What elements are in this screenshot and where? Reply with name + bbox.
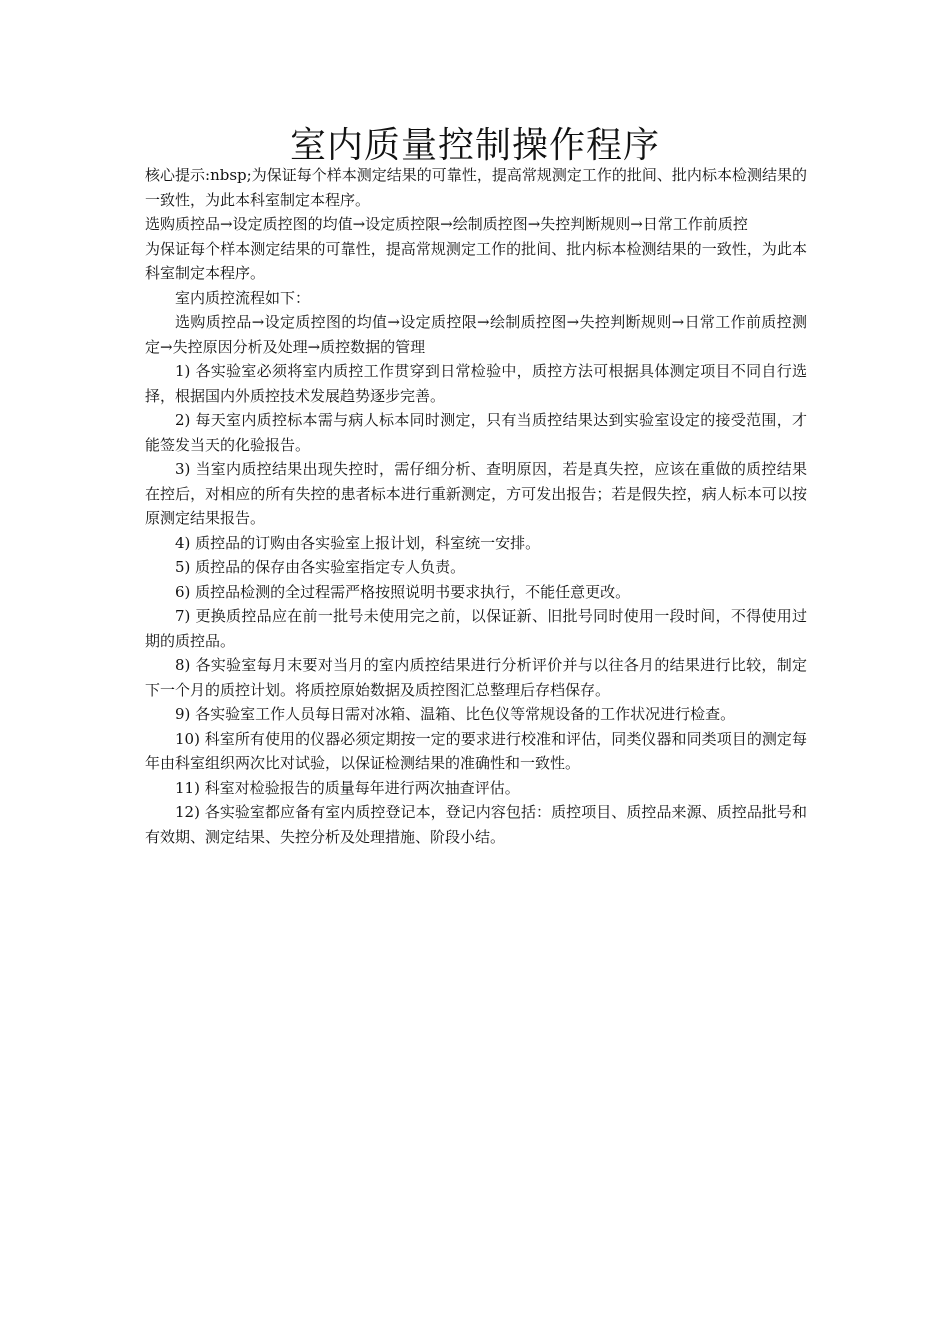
procedure-item-6: 6) 质控品检测的全过程需严格按照说明书要求执行，不能任意更改。 bbox=[175, 582, 631, 601]
procedure-item-5: 5) 质控品的保存由各实验室指定专人负责。 bbox=[175, 558, 466, 576]
procedure-item-12: 12) 各实验室都应备有室内质控登记本，登记内容包括：质控项目、质控品来源、质控品批号和有效期、测定结果、失控分析及处理措施、阶段小结。 bbox=[145, 803, 807, 846]
summary-paragraph: 核心提示:nbsp;为保证每个样本测定结果的可靠性，提高常规测定工作的批间、批内标本检测结果的一致性，为此本科室制定本程序。 bbox=[145, 166, 807, 209]
procedure-item-11: 11) 科室对检验报告的质量每年进行两次抽查评估。 bbox=[175, 778, 520, 797]
procedure-item-4: 4) 质控品的订购由各实验室上报计划，科室统一安排。 bbox=[175, 533, 541, 552]
document-body bbox=[145, 163, 807, 849]
procedure-item-9: 9) 各实验室工作人员每日需对冰箱、温箱、比色仪等常规设备的工作状况进行检查。 bbox=[175, 705, 736, 723]
procedure-item-7: 7) 更换质控品应在前一批号未使用完之前，以保证新、旧批号同时使用一段时间，不得使用过期的质控品。 bbox=[145, 607, 807, 650]
procedure-item-1: 1) 各实验室必须将室内质控工作贯穿到日常检验中，质控方法可根据具体测定项目不同自行选择，根据国内外质控技术发展趋势逐步完善。 bbox=[145, 362, 807, 405]
purpose-paragraph: 为保证每个样本测定结果的可靠性，提高常规测定工作的批间、批内标本检测结果的一致性，为此本科室制定本程序。 bbox=[145, 239, 807, 282]
flow-heading: 室内质控流程如下： bbox=[175, 288, 311, 307]
procedure-item-3: 3) 当室内质控结果出现失控时，需仔细分析、查明原因，若是真失控，应该在重做的质控结果在控后，对相应的所有失控的患者标本进行重新测定，方可发出报告；若是假失控，病人标本可以按原测定结果报告。 bbox=[145, 460, 807, 527]
full-flow-paragraph: 选购质控品→设定质控图的均值→设定质控限→绘制质控图→失控判断规则→日常工作前质控测定→失控原因分析及处理→质控数据的管理 bbox=[145, 313, 807, 356]
document-title: 室内质量控制操作程序 bbox=[289, 125, 660, 167]
procedure-item-2: 2) 每天室内质控标本需与病人标本同时测定，只有当质控结果达到实验室设定的接受范围，才能签发当天的化验报告。 bbox=[145, 411, 807, 454]
procedure-item-10: 10) 科室所有使用的仪器必须定期按一定的要求进行校准和评估，同类仪器和同类项目的测定每年由科室组织两次比对试验，以保证检测结果的准确性和一致性。 bbox=[145, 729, 807, 772]
procedure-item-8: 8) 各实验室每月末要对当月的室内质控结果进行分析评价并与以往各月的结果进行比较，制定下一个月的质控计划。将质控原始数据及质控图汇总整理后存档保存。 bbox=[145, 656, 807, 699]
short-flow-paragraph: 选购质控品→设定质控图的均值→设定质控限→绘制质控图→失控判断规则→日常工作前质控 bbox=[145, 215, 748, 233]
